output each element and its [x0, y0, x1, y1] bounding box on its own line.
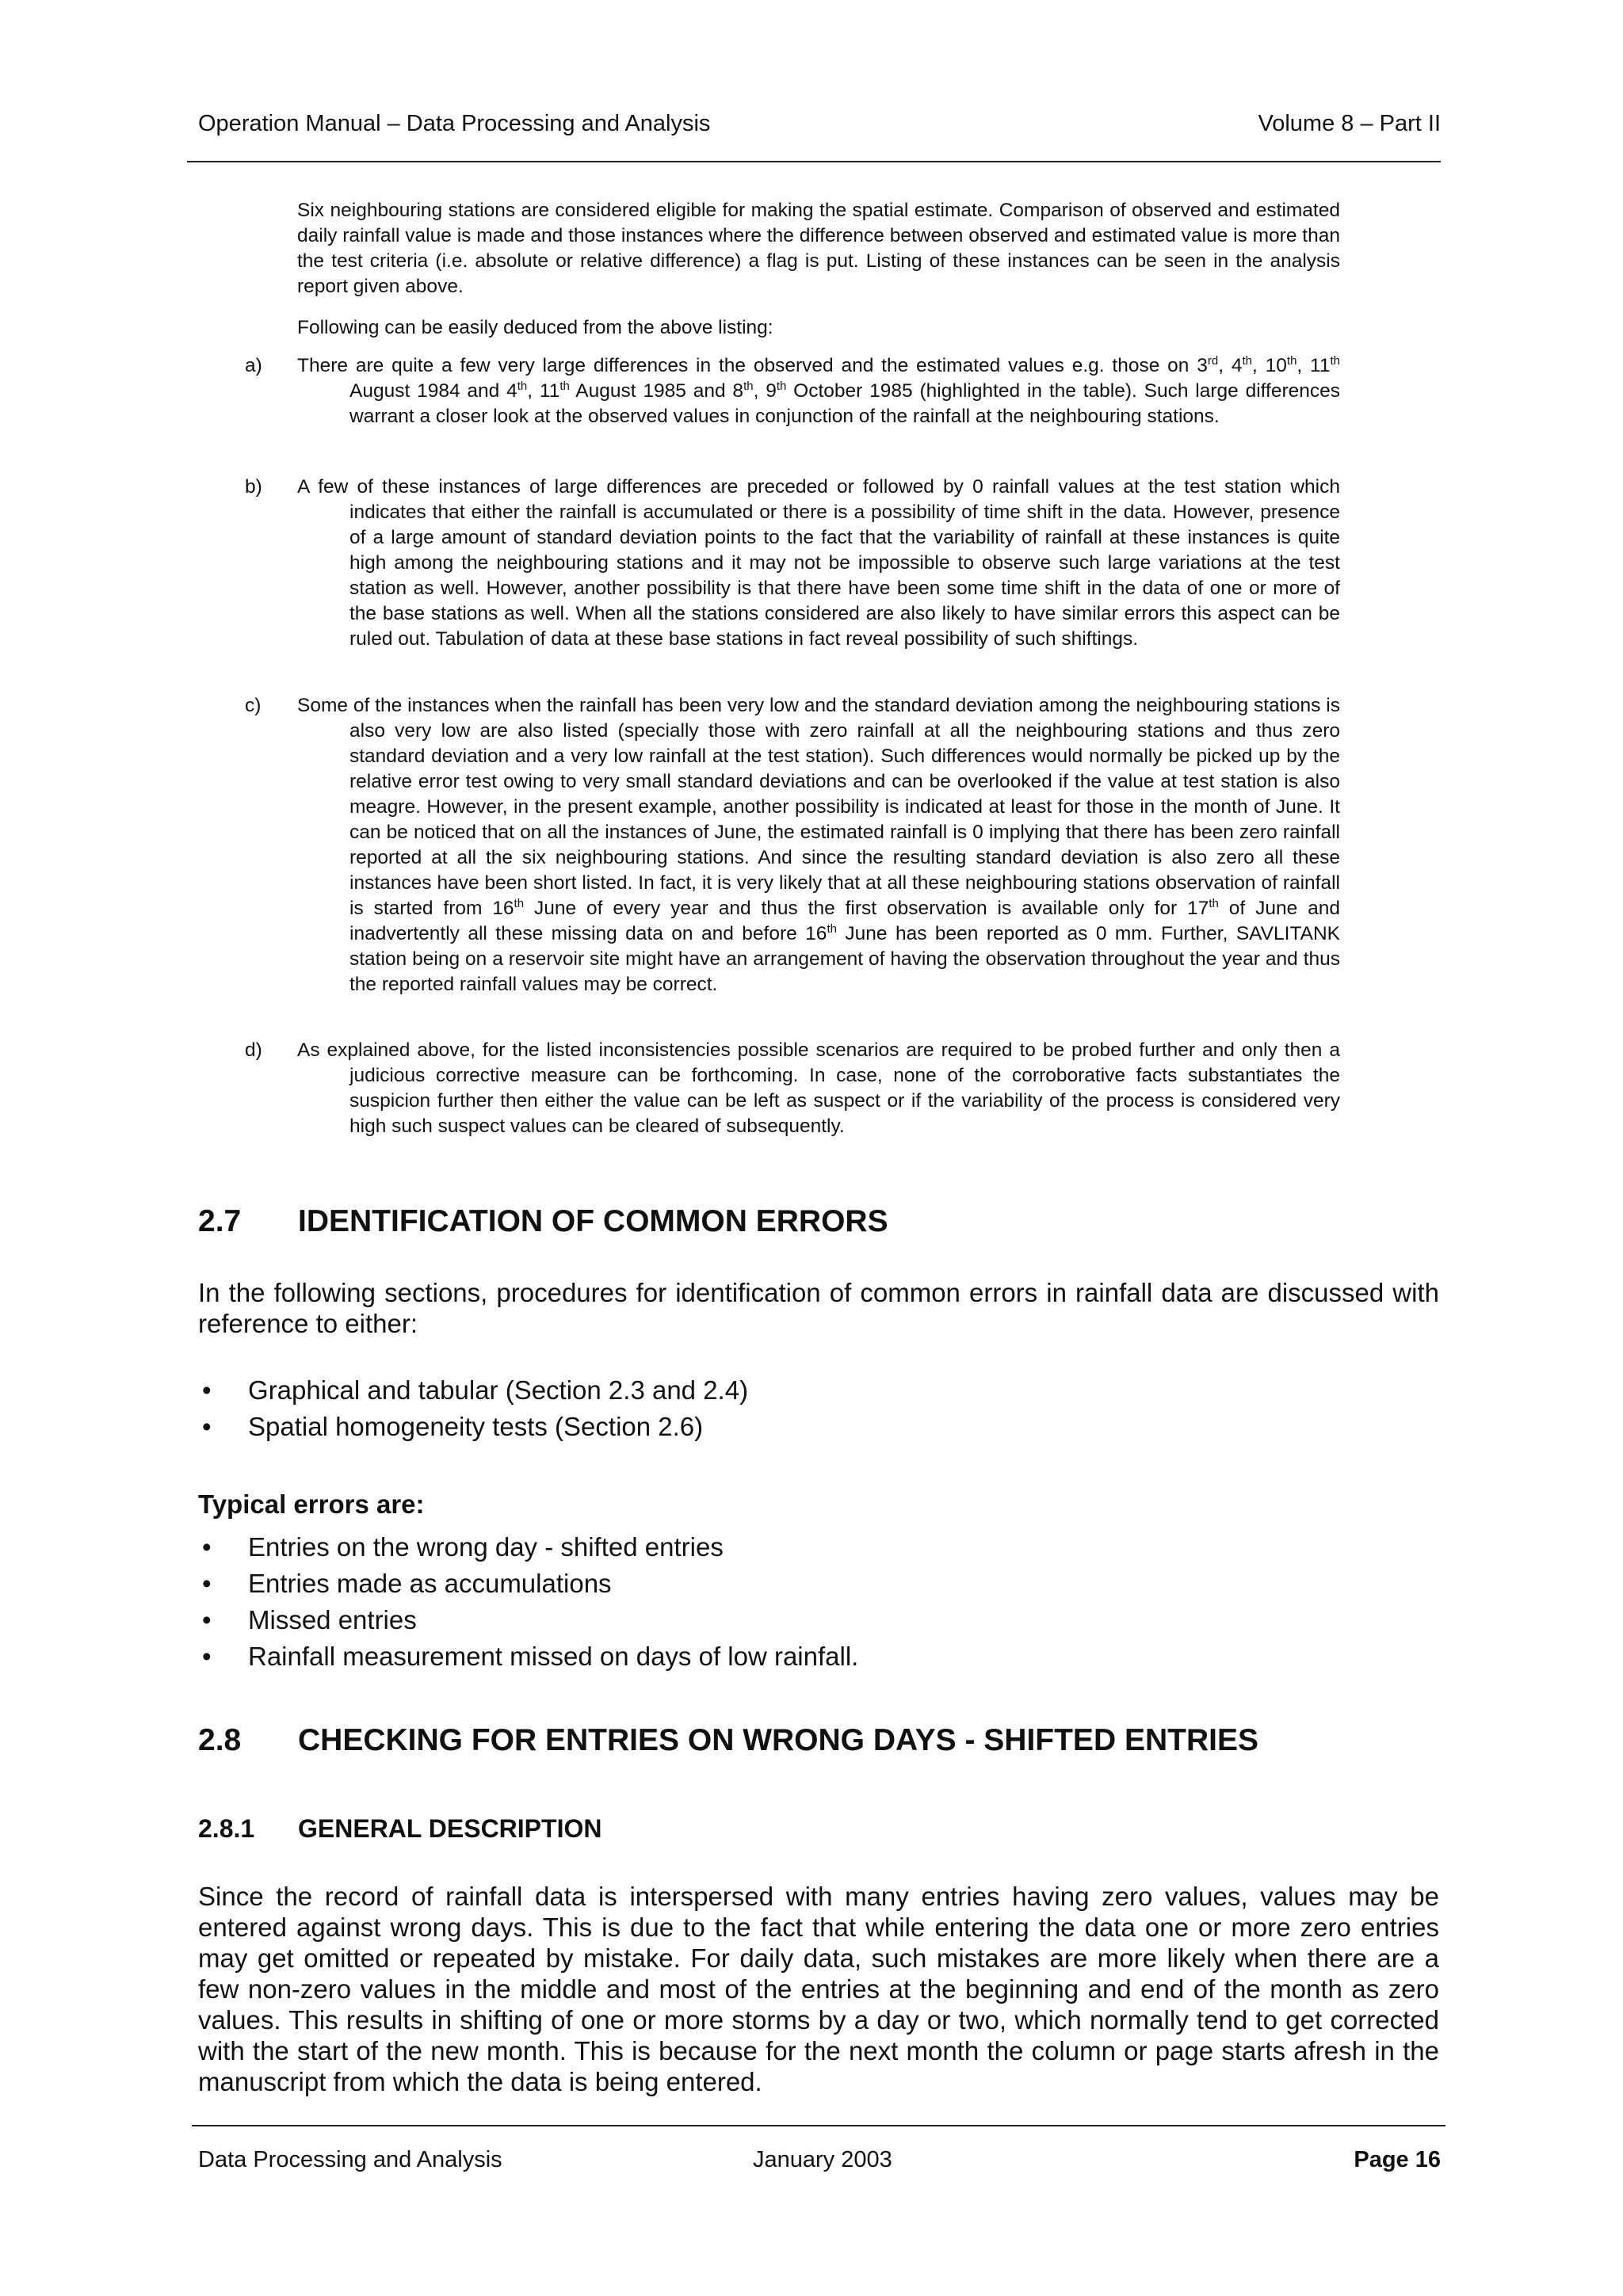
footer-date: January 2003 — [753, 2147, 892, 2172]
page-number: Page 16 — [1354, 2147, 1441, 2172]
typical-errors-heading: Typical errors are: — [198, 1489, 425, 1519]
list-item-text: A few of these instances of large differences are preceded or followed by 0 rainfall values at the test station which indicates that either the rainfall is accumulated or there is a possibility of time shift in the data. However, presence of a large amount of standard deviation points to the fact that the variability of rainfall at these instances is quite high among the neighbouring stations and it may not be impossible to observe such large variations at the test station as well. However, another possibility is that there have been some time shift in the data of one or more of the base stations as well. When all the stations considered are also likely to have similar errors this aspect can be ruled out. Tabulation of data at these base stations in fact reveal possibility of such shiftings. — [297, 476, 1340, 650]
list-item: • Graphical and tabular (Section 2.3 and 2.4) — [198, 1372, 748, 1409]
section-number: 2.7 — [198, 1204, 242, 1238]
intro-paragraph: Six neighbouring stations are considered eligible for making the spatial estimate. Comparison of observed and estimated daily rainfall value is made and those instances where the difference between observed and estimated value is more than the test criteria (i.e. absolute or relative difference) a flag is put. Listing of these instances can be seen in the analysis report given above. — [297, 200, 1340, 297]
list-item: • Entries made as accumulations — [198, 1566, 858, 1602]
list-item-text: As explained above, for the listed inconsistencies possible scenarios are required to be probed further and only then a judicious corrective measure can be forthcoming. In case, none of the corroborative facts substantiates the suspicion further then either the value can be left as suspect or if the variability of the process is considered very high such suspect values can be cleared of subsequently. — [297, 1039, 1340, 1137]
section-title: CHECKING FOR ENTRIES ON WRONG DAYS - SHIFTED ENTRIES — [298, 1723, 1258, 1757]
section-2-7-intro: In the following sections, procedures for identification of common errors in rainfall data are discussed with reference to either: — [198, 1278, 1439, 1338]
list-item: • Spatial homogeneity tests (Section 2.6) — [198, 1409, 748, 1445]
list-item-text: There are quite a few very large differences in the observed and the estimated values e.g. those on 3rd, 4th, 10th, 11th August 1984 and 4th, 11th August 1985 and 8th, 9th October 1985 (highlighted in the table). Such large differences warrant a closer look at the observed values in conjunction of the rainfall at the neighbouring stations. — [297, 353, 1341, 427]
list-label: b) — [245, 476, 262, 498]
footer-rule — [192, 2125, 1445, 2126]
subsection-title: GENERAL DESCRIPTION — [298, 1814, 602, 1843]
section-heading-2-7 — [198, 1204, 888, 1239]
list-item: • Missed entries — [198, 1602, 858, 1638]
general-description-paragraph: Since the record of rainfall data is interspersed with many entries having zero values, values may be entered against wrong days. This is due to the fact that while entering the data one or more zero entries may get omitted or repeated by mistake. For daily data, such mistakes are more likely when there are a few non-zero values in the middle and most of the entries at the beginning and end of the month as zero values. This results in shifting of one or more storms by a day or two, which normally tend to get corrected with the start of the new month. This is because for the next month the column or page starts afresh in the manuscript from which the data is being entered. — [198, 1882, 1439, 2096]
list-label: a) — [245, 355, 262, 376]
list-item: • Entries on the wrong day - shifted entries — [198, 1529, 858, 1566]
page-footer — [198, 2147, 1441, 2173]
subsection-heading-2-8-1 — [198, 1814, 601, 1844]
footer-title: Data Processing and Analysis — [198, 2147, 502, 2172]
list-item: • Rainfall measurement missed on days of low rainfall. — [198, 1638, 858, 1675]
header-rule — [187, 161, 1441, 162]
list-item-c — [245, 693, 1340, 997]
section-heading-2-8 — [198, 1723, 1258, 1758]
list-label: c) — [245, 695, 262, 716]
section-number: 2.8 — [198, 1723, 242, 1757]
intro-lead-in: Following can be easily deduced from the above listing: — [297, 317, 773, 338]
section-title: IDENTIFICATION OF COMMON ERRORS — [298, 1204, 888, 1238]
reference-list — [198, 1372, 748, 1445]
list-item-text: Some of the instances when the rainfall has been very low and the standard deviation among the neighbouring stations is also very low are also listed (specially those with zero rainfall at all the neighbouring stations and thus zero standard deviation and a very low rainfall at the test station). Such differences would normally be picked up by the relative error test owing to very small standard deviations and can be overlooked if the value at test station is also meagre. However, in the present example, another possibility is indicated at least for those in the month of June. It can be noticed that on all the instances of June, the estimated rainfall is 0 implying that there has been zero rainfall reported at all the six neighbouring stations. And since the resulting standard deviation is also zero all these instances have been short listed. In fact, it is very likely that at all these neighbouring stations observation of rainfall is started from 16th June of every year and thus the first observation is available only for 17th of June and inadvertently all these missing data on and before 16th June has been reported as 0 mm. Further, SAVLITANK station being on a reservoir site might have an arrangement of having the observation throughout the year and thus the reported rainfall values may be correct. — [297, 695, 1340, 995]
list-item-d — [245, 1038, 1340, 1139]
list-item-a — [245, 353, 1340, 429]
header-title: Operation Manual – Data Processing and Analysis — [198, 111, 711, 136]
page-header — [198, 111, 1441, 137]
list-label: d) — [245, 1039, 262, 1061]
header-volume: Volume 8 – Part II — [1258, 111, 1441, 136]
subsection-number: 2.8.1 — [198, 1814, 255, 1843]
list-item-b — [245, 475, 1340, 652]
typical-errors-list — [198, 1529, 858, 1675]
